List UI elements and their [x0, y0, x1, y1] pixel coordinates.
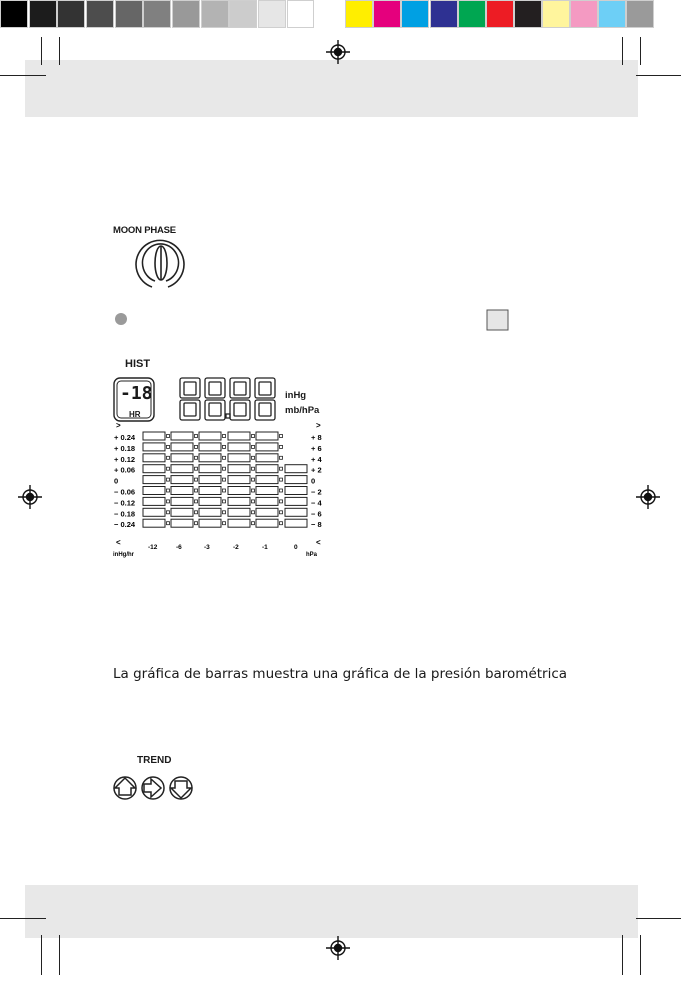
left-axis-label: + 0.12	[114, 454, 136, 464]
bar-segment	[285, 465, 307, 473]
bar-connector	[252, 478, 255, 481]
bar-segment	[285, 497, 307, 505]
bar-connector	[167, 467, 170, 470]
digit-segment	[184, 403, 196, 416]
bottom-axis-label: 0	[294, 544, 298, 551]
left-axis-label: − 0.12	[114, 498, 136, 508]
right-axis-label: − 6	[311, 509, 322, 519]
bar-connector	[252, 489, 255, 492]
axis-arrow: >	[316, 421, 321, 430]
bar-chart-axis-labels	[113, 433, 322, 558]
trend-label: TREND	[137, 755, 172, 766]
bar-connector	[167, 522, 170, 525]
digit-segment	[259, 382, 271, 395]
bar-connector	[167, 511, 170, 514]
bar-connector	[223, 478, 226, 481]
bar-segment	[228, 454, 250, 462]
trend-up-icon	[114, 777, 136, 799]
bar-segment	[143, 487, 165, 495]
bar-segment	[285, 487, 307, 495]
unit-mbhpa: mb/hPa	[285, 405, 320, 416]
bullet-circle-icon	[115, 313, 127, 325]
axis-arrow: <	[116, 538, 121, 547]
bar-segment	[143, 432, 165, 440]
bar-segment	[143, 465, 165, 473]
bar-segment	[199, 487, 221, 495]
bar-segment	[256, 497, 278, 505]
bar-connector	[195, 489, 198, 492]
bar-connector	[252, 511, 255, 514]
bar-connector	[195, 456, 198, 459]
bar-segment	[199, 497, 221, 505]
bar-connector	[223, 456, 226, 459]
bar-segment	[171, 487, 193, 495]
bottom-axis-label: -3	[204, 544, 210, 551]
moon-phase-icon	[136, 240, 184, 287]
bar-segment	[143, 519, 165, 527]
left-axis-label: + 0.18	[114, 443, 136, 453]
right-axis-label: + 2	[311, 465, 322, 475]
right-axis-label: − 8	[311, 520, 322, 530]
left-axis-label: − 0.24	[114, 520, 136, 530]
bar-segment	[285, 519, 307, 527]
bar-segment	[256, 454, 278, 462]
right-axis-label: + 6	[311, 443, 322, 453]
registration-mark-icon	[326, 936, 350, 960]
left-axis-label: − 0.06	[114, 487, 136, 497]
bar-connector	[280, 456, 283, 459]
hours-digits: -18	[120, 383, 153, 404]
pressure-value	[182, 378, 185, 379]
bar-connector	[223, 467, 226, 470]
bottom-axis-label: -2	[233, 544, 239, 551]
bar-connector	[252, 522, 255, 525]
left-unit-label: inHg/hr	[113, 552, 134, 558]
bar-segment	[199, 432, 221, 440]
bar-connector	[167, 489, 170, 492]
caption-text: La gráfica de barras muestra una gráfica de la presión barométrica	[113, 666, 568, 682]
bar-connector	[167, 500, 170, 503]
bar-connector	[280, 445, 283, 448]
bar-segment	[285, 508, 307, 516]
bar-connector	[280, 478, 283, 481]
bar-connector	[252, 467, 255, 470]
bar-segment	[171, 497, 193, 505]
bar-connector	[280, 500, 283, 503]
right-unit-label: hPa	[306, 552, 318, 558]
bar-segment	[143, 508, 165, 516]
bar-connector	[167, 456, 170, 459]
bar-segment	[199, 443, 221, 451]
bar-connector	[195, 445, 198, 448]
axis-arrow: >	[116, 421, 121, 430]
moon-phase-label: MOON PHASE	[113, 225, 176, 236]
bar-segment	[228, 476, 250, 484]
bar-segment	[171, 508, 193, 516]
registration-mark-icon	[18, 485, 42, 509]
trend-down-icon	[170, 777, 192, 799]
left-axis-label: 0	[114, 476, 119, 486]
bottom-axis-label: -6	[176, 544, 182, 551]
bar-segment	[228, 497, 250, 505]
bottom-axis-label: -1	[262, 544, 268, 551]
bar-segment	[228, 508, 250, 516]
bar-segment	[256, 476, 278, 484]
bar-segment	[228, 443, 250, 451]
hr-label: HR	[129, 410, 141, 419]
left-axis-label: + 0.06	[114, 465, 136, 475]
left-axis-label: + 0.24	[114, 433, 136, 442]
bar-segment	[256, 465, 278, 473]
digit-segment	[259, 403, 271, 416]
bar-segment	[143, 443, 165, 451]
bottom-axis-label: -12	[148, 544, 158, 551]
registration-mark-icon	[636, 485, 660, 509]
bar-connector	[223, 500, 226, 503]
digit-segment	[184, 382, 196, 395]
bar-connector	[252, 456, 255, 459]
bar-segment	[143, 497, 165, 505]
bar-connector	[223, 511, 226, 514]
bar-segment	[199, 508, 221, 516]
axis-arrow: <	[316, 538, 321, 547]
bar-connector	[280, 522, 283, 525]
bar-connector	[223, 445, 226, 448]
right-axis-label: + 8	[311, 433, 322, 442]
bar-connector	[252, 435, 255, 438]
bar-segment	[143, 476, 165, 484]
bar-segment	[171, 454, 193, 462]
bar-connector	[167, 445, 170, 448]
bar-segment	[256, 487, 278, 495]
right-axis-label: − 4	[311, 498, 322, 508]
bar-segment	[171, 443, 193, 451]
bar-connector	[223, 435, 226, 438]
digit-segment	[209, 403, 221, 416]
trend-steady-icon	[142, 777, 164, 799]
bar-segment	[199, 476, 221, 484]
digit-segment	[234, 382, 246, 395]
bar-connector	[280, 489, 283, 492]
hist-label: HIST	[125, 358, 151, 370]
bar-connector	[280, 435, 283, 438]
bar-segment	[199, 465, 221, 473]
bar-segment	[256, 508, 278, 516]
bar-segment	[171, 476, 193, 484]
left-axis-label: − 0.18	[114, 509, 136, 519]
bar-segment	[256, 443, 278, 451]
bar-connector	[195, 435, 198, 438]
bar-segment	[228, 487, 250, 495]
bar-connector	[195, 522, 198, 525]
unit-inhg: inHg	[285, 390, 307, 401]
bar-connector	[280, 467, 283, 470]
bar-connector	[280, 511, 283, 514]
bar-segment	[228, 465, 250, 473]
bar-segment	[228, 519, 250, 527]
bar-segment	[228, 432, 250, 440]
bar-connector	[195, 511, 198, 514]
bar-segment	[256, 432, 278, 440]
bar-segment	[171, 465, 193, 473]
bar-segment	[256, 519, 278, 527]
right-axis-label: − 2	[311, 487, 322, 497]
bar-connector	[223, 522, 226, 525]
bar-segment	[199, 519, 221, 527]
right-axis-label: 0	[311, 476, 316, 486]
bar-segment	[171, 519, 193, 527]
pressure-digits	[180, 378, 275, 420]
bar-connector	[195, 467, 198, 470]
decimal-point	[226, 414, 230, 418]
bar-connector	[223, 489, 226, 492]
bar-connector	[167, 478, 170, 481]
bar-segment	[199, 454, 221, 462]
registration-mark-icon	[326, 40, 350, 64]
checkbox-square-icon	[487, 310, 508, 330]
bar-connector	[195, 500, 198, 503]
bar-connector	[252, 445, 255, 448]
right-axis-label: + 4	[311, 454, 322, 464]
bar-connector	[195, 478, 198, 481]
bar-segment	[171, 432, 193, 440]
digit-segment	[234, 403, 246, 416]
bar-segment	[143, 454, 165, 462]
digit-segment	[209, 382, 221, 395]
bar-chart	[116, 421, 321, 547]
bar-segment	[285, 476, 307, 484]
bar-connector	[252, 500, 255, 503]
bar-connector	[167, 435, 170, 438]
